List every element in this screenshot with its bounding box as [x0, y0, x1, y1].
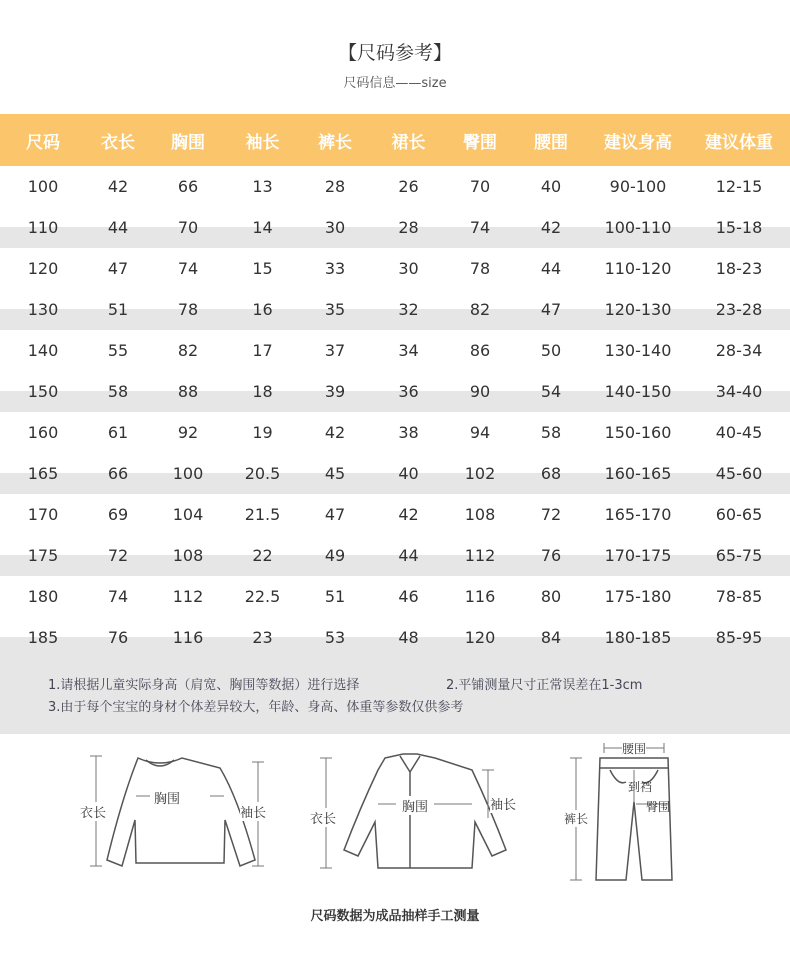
- table-cell: 165: [0, 453, 86, 494]
- table-cell: 78: [150, 289, 226, 330]
- table-cell: 74: [150, 248, 226, 289]
- table-cell: 68: [514, 453, 588, 494]
- table-cell: 28-34: [688, 330, 790, 371]
- table-cell: 44: [514, 248, 588, 289]
- table-cell: 100: [0, 166, 86, 207]
- note-2: 2.平铺测量尺寸正常误差在1-3cm: [446, 678, 643, 693]
- table-row: [0, 576, 790, 617]
- table-cell: 175: [0, 535, 86, 576]
- table-cell: 23: [226, 617, 299, 658]
- table-cell: 44: [371, 535, 446, 576]
- table-row: [0, 453, 790, 494]
- table-cell: 108: [150, 535, 226, 576]
- table-cell: 92: [150, 412, 226, 453]
- table-row: [0, 166, 790, 207]
- table-row: [0, 207, 790, 248]
- table-cell: 120-130: [588, 289, 688, 330]
- table-cell: 42: [514, 207, 588, 248]
- table-cell: 112: [446, 535, 514, 576]
- table-cell: 88: [150, 371, 226, 412]
- table-cell: 170: [0, 494, 86, 535]
- table-cell: 150: [0, 371, 86, 412]
- table-cell: 104: [150, 494, 226, 535]
- note-1: 1.请根据儿童实际身高（肩宽、胸围等数据）进行选择: [48, 678, 360, 693]
- table-cell: 140: [0, 330, 86, 371]
- shirt-length-label: 衣长: [310, 808, 336, 827]
- table-cell: 47: [86, 248, 150, 289]
- table-cell: 150-160: [588, 412, 688, 453]
- table-cell: 120: [0, 248, 86, 289]
- pants-length-label: 裤长: [564, 812, 589, 826]
- table-cell: 19: [226, 412, 299, 453]
- table-cell: 60-65: [688, 494, 790, 535]
- table-cell: 78-85: [688, 576, 790, 617]
- table-cell: 38: [371, 412, 446, 453]
- table-cell: 85-95: [688, 617, 790, 658]
- table-cell: 76: [86, 617, 150, 658]
- table-cell: 65-75: [688, 535, 790, 576]
- column-header: 建议身高: [588, 114, 688, 166]
- table-cell: 40: [514, 166, 588, 207]
- table-cell: 80: [514, 576, 588, 617]
- table-cell: 46: [371, 576, 446, 617]
- table-cell: 18: [226, 371, 299, 412]
- table-row: [0, 494, 790, 535]
- table-cell: 72: [514, 494, 588, 535]
- table-cell: 76: [514, 535, 588, 576]
- table-cell: 44: [86, 207, 150, 248]
- column-header: 臀围: [446, 114, 514, 166]
- table-cell: 120: [446, 617, 514, 658]
- table-cell: 70: [446, 166, 514, 207]
- table-row: [0, 330, 790, 371]
- table-cell: 160-165: [588, 453, 688, 494]
- table-cell: 45-60: [688, 453, 790, 494]
- sweater-sleeve-label: 袖长: [240, 802, 266, 821]
- table-cell: 34-40: [688, 371, 790, 412]
- note-3: 3.由于每个宝宝的身材个体差异较大，年龄、身高、体重等参数仅供参考: [48, 700, 464, 715]
- table-cell: 175-180: [588, 576, 688, 617]
- table-cell: 15: [226, 248, 299, 289]
- table-header-row: [0, 114, 790, 166]
- notes-panel: [0, 656, 790, 734]
- table-cell: 66: [150, 166, 226, 207]
- table-cell: 49: [299, 535, 371, 576]
- table-cell: 100: [150, 453, 226, 494]
- table-cell: 140-150: [588, 371, 688, 412]
- table-cell: 37: [299, 330, 371, 371]
- table-cell: 28: [371, 207, 446, 248]
- table-cell: 47: [299, 494, 371, 535]
- table-cell: 90: [446, 371, 514, 412]
- table-cell: 48: [371, 617, 446, 658]
- table-cell: 58: [86, 371, 150, 412]
- footer-note: 尺码数据为成品抽样手工测量: [310, 909, 480, 924]
- table-cell: 17: [226, 330, 299, 371]
- table-cell: 130: [0, 289, 86, 330]
- table-cell: 69: [86, 494, 150, 535]
- sweater-length-label: 衣长: [80, 802, 106, 821]
- table-cell: 58: [514, 412, 588, 453]
- table-cell: 102: [446, 453, 514, 494]
- pants-diagram: [560, 740, 690, 885]
- table-cell: 66: [86, 453, 150, 494]
- table-cell: 47: [514, 289, 588, 330]
- table-cell: 42: [371, 494, 446, 535]
- table-cell: 39: [299, 371, 371, 412]
- table-cell: 165-170: [588, 494, 688, 535]
- table-row: [0, 248, 790, 289]
- table-cell: 15-18: [688, 207, 790, 248]
- table-cell: 160: [0, 412, 86, 453]
- table-cell: 22: [226, 535, 299, 576]
- table-cell: 20.5: [226, 453, 299, 494]
- table-cell: 51: [86, 289, 150, 330]
- table-cell: 185: [0, 617, 86, 658]
- shirt-sleeve-label: 袖长: [490, 794, 516, 813]
- table-cell: 90-100: [588, 166, 688, 207]
- table-row: [0, 535, 790, 576]
- table-cell: 28: [299, 166, 371, 207]
- table-cell: 36: [371, 371, 446, 412]
- table-cell: 18-23: [688, 248, 790, 289]
- column-header: 裙长: [371, 114, 446, 166]
- table-cell: 26: [371, 166, 446, 207]
- table-cell: 13: [226, 166, 299, 207]
- table-cell: 54: [514, 371, 588, 412]
- table-cell: 40: [371, 453, 446, 494]
- column-header: 尺码: [0, 114, 86, 166]
- table-cell: 130-140: [588, 330, 688, 371]
- table-cell: 86: [446, 330, 514, 371]
- table-cell: 84: [514, 617, 588, 658]
- table-cell: 42: [86, 166, 150, 207]
- pants-rise-label: 到裆: [628, 780, 653, 794]
- pants-waist-label: 腰围: [622, 742, 647, 756]
- size-table: [0, 114, 790, 658]
- table-cell: 33: [299, 248, 371, 289]
- table-cell: 50: [514, 330, 588, 371]
- table-cell: 53: [299, 617, 371, 658]
- table-cell: 12-15: [688, 166, 790, 207]
- table-cell: 61: [86, 412, 150, 453]
- table-cell: 23-28: [688, 289, 790, 330]
- table-cell: 35: [299, 289, 371, 330]
- table-cell: 30: [299, 207, 371, 248]
- table-row: [0, 412, 790, 453]
- column-header: 裤长: [299, 114, 371, 166]
- table-cell: 108: [446, 494, 514, 535]
- table-cell: 82: [150, 330, 226, 371]
- table-cell: 55: [86, 330, 150, 371]
- table-cell: 82: [446, 289, 514, 330]
- table-cell: 45: [299, 453, 371, 494]
- shirt-diagram: [310, 748, 520, 878]
- table-cell: 40-45: [688, 412, 790, 453]
- table-cell: 21.5: [226, 494, 299, 535]
- table-cell: 51: [299, 576, 371, 617]
- table-cell: 180: [0, 576, 86, 617]
- page-subtitle: 尺码信息——size: [343, 76, 447, 91]
- table-cell: 110-120: [588, 248, 688, 289]
- table-cell: 16: [226, 289, 299, 330]
- table-cell: 78: [446, 248, 514, 289]
- table-cell: 30: [371, 248, 446, 289]
- table-cell: 42: [299, 412, 371, 453]
- column-header: 建议体重: [688, 114, 790, 166]
- shirt-chest-label: 胸围: [402, 796, 428, 815]
- pants-hip-label: 臀围: [646, 800, 671, 814]
- table-cell: 110: [0, 207, 86, 248]
- column-header: 衣长: [86, 114, 150, 166]
- table-cell: 94: [446, 412, 514, 453]
- sweater-chest-label: 胸围: [154, 792, 181, 807]
- table-cell: 34: [371, 330, 446, 371]
- table-row: [0, 371, 790, 412]
- table-row: [0, 617, 790, 658]
- column-header: 胸围: [150, 114, 226, 166]
- page-title: 【尺码参考】: [337, 42, 452, 64]
- table-cell: 180-185: [588, 617, 688, 658]
- table-cell: 170-175: [588, 535, 688, 576]
- table-cell: 72: [86, 535, 150, 576]
- table-cell: 74: [86, 576, 150, 617]
- column-header: 腰围: [514, 114, 588, 166]
- table-cell: 116: [446, 576, 514, 617]
- table-cell: 32: [371, 289, 446, 330]
- table-cell: 22.5: [226, 576, 299, 617]
- table-cell: 112: [150, 576, 226, 617]
- sweater-diagram: [80, 748, 280, 878]
- table-row: [0, 289, 790, 330]
- table-cell: 116: [150, 617, 226, 658]
- table-cell: 70: [150, 207, 226, 248]
- table-cell: 74: [446, 207, 514, 248]
- column-header: 袖长: [226, 114, 299, 166]
- table-cell: 100-110: [588, 207, 688, 248]
- table-cell: 14: [226, 207, 299, 248]
